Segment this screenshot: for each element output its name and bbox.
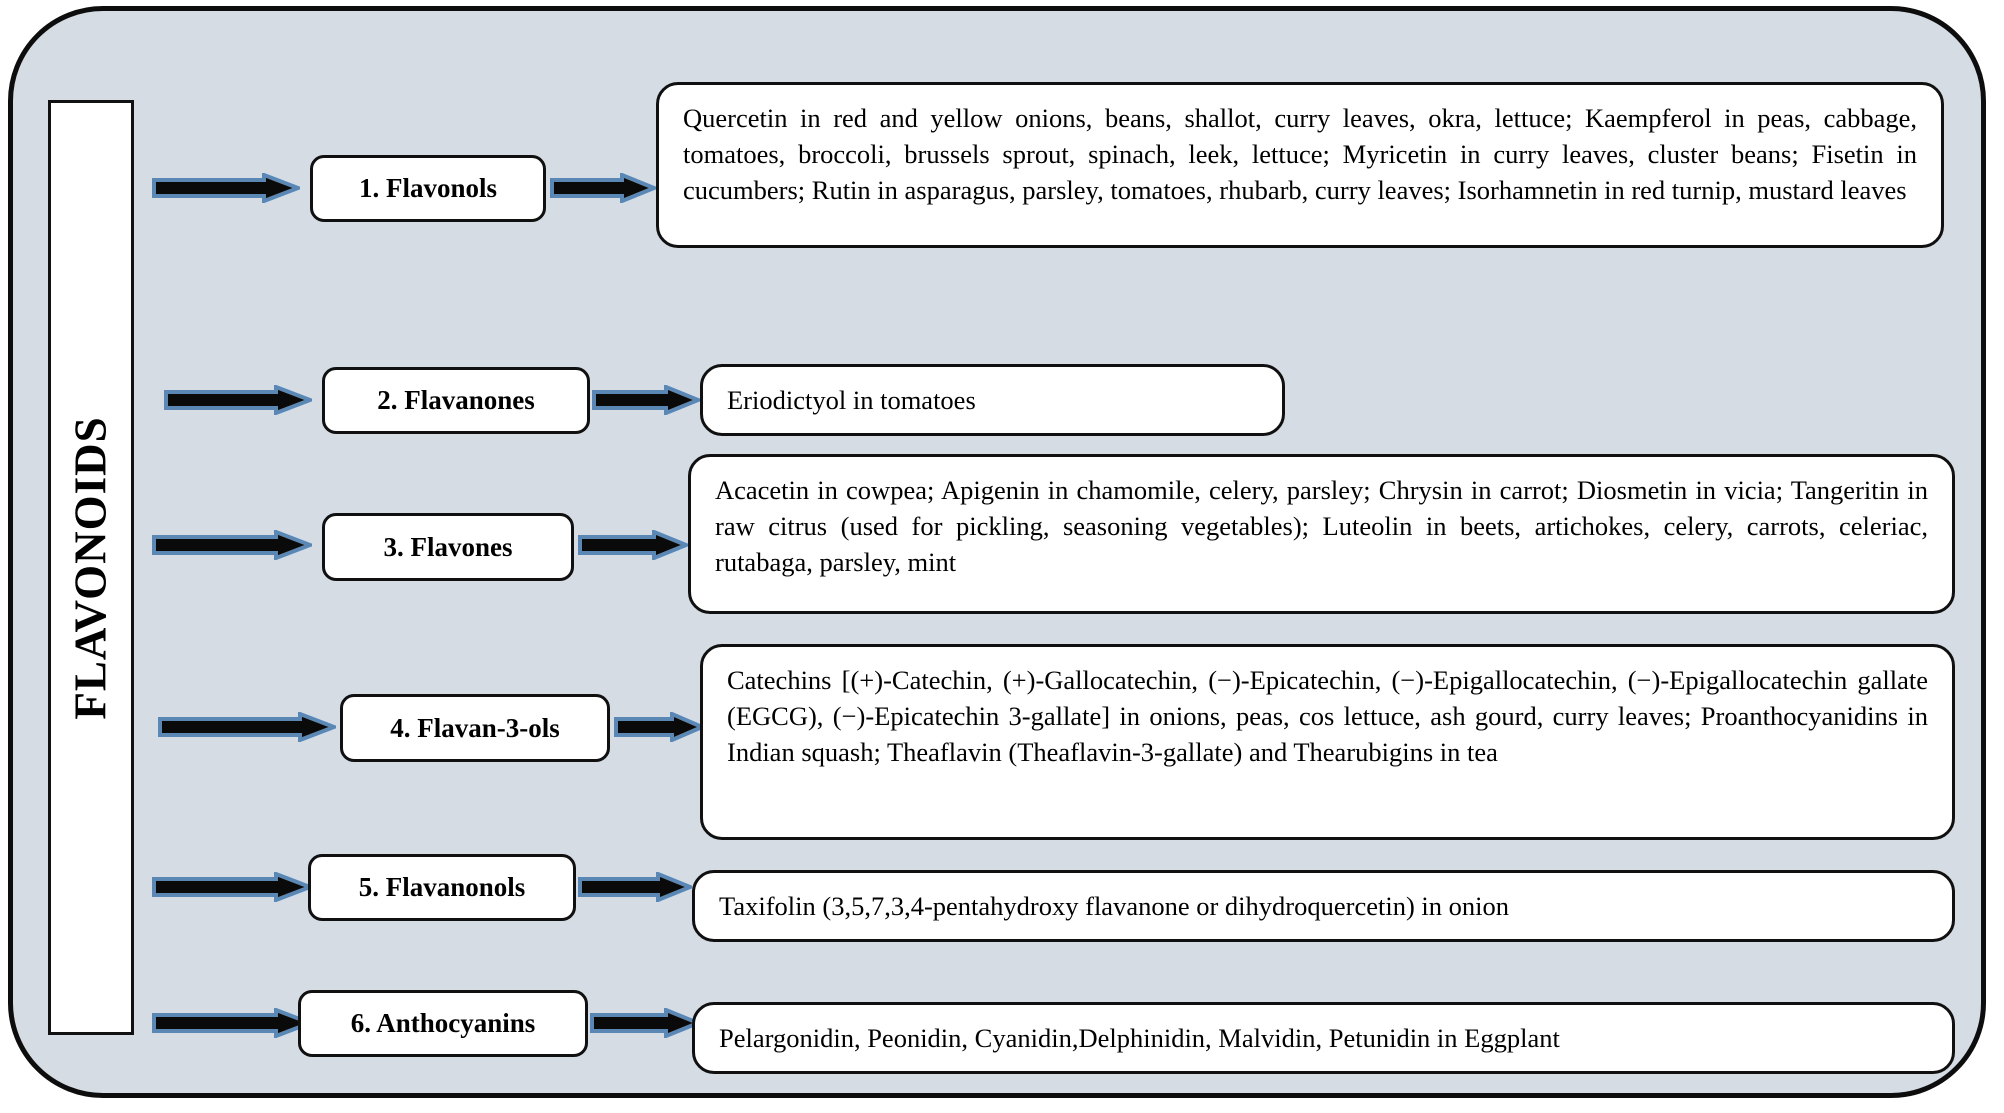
detail-box-anthocyanins [692,1002,1955,1074]
arrow-root-to-flavones [152,530,312,560]
detail-box-flavones [688,454,1955,614]
detail-text-flavonols: Quercetin in red and yellow onions, beans, shallot, curry leaves, okra, lettuce; Kaempferol in peas, cabbage, tomatoes, broccoli, brussels sprout, spinach, leek, lettuce; Myricetin in curry leaves, cluster beans; Fisetin in cucumbers; Rutin in asparagus, parsley, tomatoes, rhubarb, curry leaves; Isorhamnetin in red turnip, mustard leaves [683,103,1917,205]
category-box-flavones[interactable] [322,513,574,581]
category-box-anthocyanins[interactable] [298,990,588,1057]
detail-text-anthocyanins: Pelargonidin, Peonidin, Cyanidin,Delphinidin, Malvidin, Petunidin in Eggplant [719,1023,1560,1054]
arrow-anthocyanins-to-detail [590,1008,700,1038]
detail-box-flavonols [656,82,1944,248]
detail-text-flavones: Acacetin in cowpea; Apigenin in chamomile, celery, parsley; Chrysin in carrot; Diosmetin in vicia; Tangeritin in raw citrus (used for pickling, seasoning vegetables); Luteolin in beets, artichokes, celery, carrots, celeriac, rutabaga, parsley, mint [715,475,1928,577]
detail-text-flavanones: Eriodictyol in tomatoes [727,385,976,416]
detail-box-flavanones [700,364,1285,436]
category-label-anthocyanins: 6. Anthocyanins [350,1008,536,1038]
category-label-flavanonols: 5. Flavanonols [358,872,526,902]
arrow-root-to-flavanones [164,385,312,415]
category-box-flavanonols[interactable] [308,854,576,921]
arrow-flavanonols-to-detail [578,872,692,902]
flavonoids-root-label: FLAVONOIDS [66,415,116,720]
arrow-flavonols-to-detail [550,173,656,203]
category-label-flavan3ols: 4. Flavan-3-ols [390,712,560,743]
category-box-flavan3ols[interactable] [340,694,610,762]
detail-text-flavan3ols: Catechins [(+)-Catechin, (+)-Gallocatechin, (−)-Epicatechin, (−)-Epigallocatechin, (−)-Epigallocatechin gallate (EGCG), (−)-Epicatechin 3-gallate] in onions, peas, cos lettuce, ash gourd, curry leaves; Proanthocyanidins in Indian squash; Theaflavin (Theaflavin-3-gallate) and Thearubigins in tea [727,665,1928,767]
detail-box-flavanonols [692,870,1955,942]
arrow-flavanones-to-detail [592,385,700,415]
category-box-flavanones[interactable] [322,367,590,434]
detail-box-flavan3ols [700,644,1955,840]
category-label-flavonols: 1. Flavonols [358,173,498,203]
arrow-flavan3ols-to-detail [614,712,704,742]
category-label-flavones: 3. Flavones [383,531,513,562]
arrow-root-to-flavan3ols [158,712,336,742]
detail-text-flavanonols: Taxifolin (3,5,7,3,4-pentahydroxy flavanone or dihydroquercetin) in onion [719,891,1509,922]
flavonoids-root-box [48,100,134,1035]
arrow-root-to-flavonols [152,173,300,203]
arrow-root-to-anthocyanins [152,1008,312,1038]
arrow-root-to-flavanonols [152,872,312,902]
category-label-flavanones: 2. Flavanones [377,385,535,415]
category-box-flavonols[interactable] [310,155,546,222]
arrow-flavones-to-detail [578,530,688,560]
